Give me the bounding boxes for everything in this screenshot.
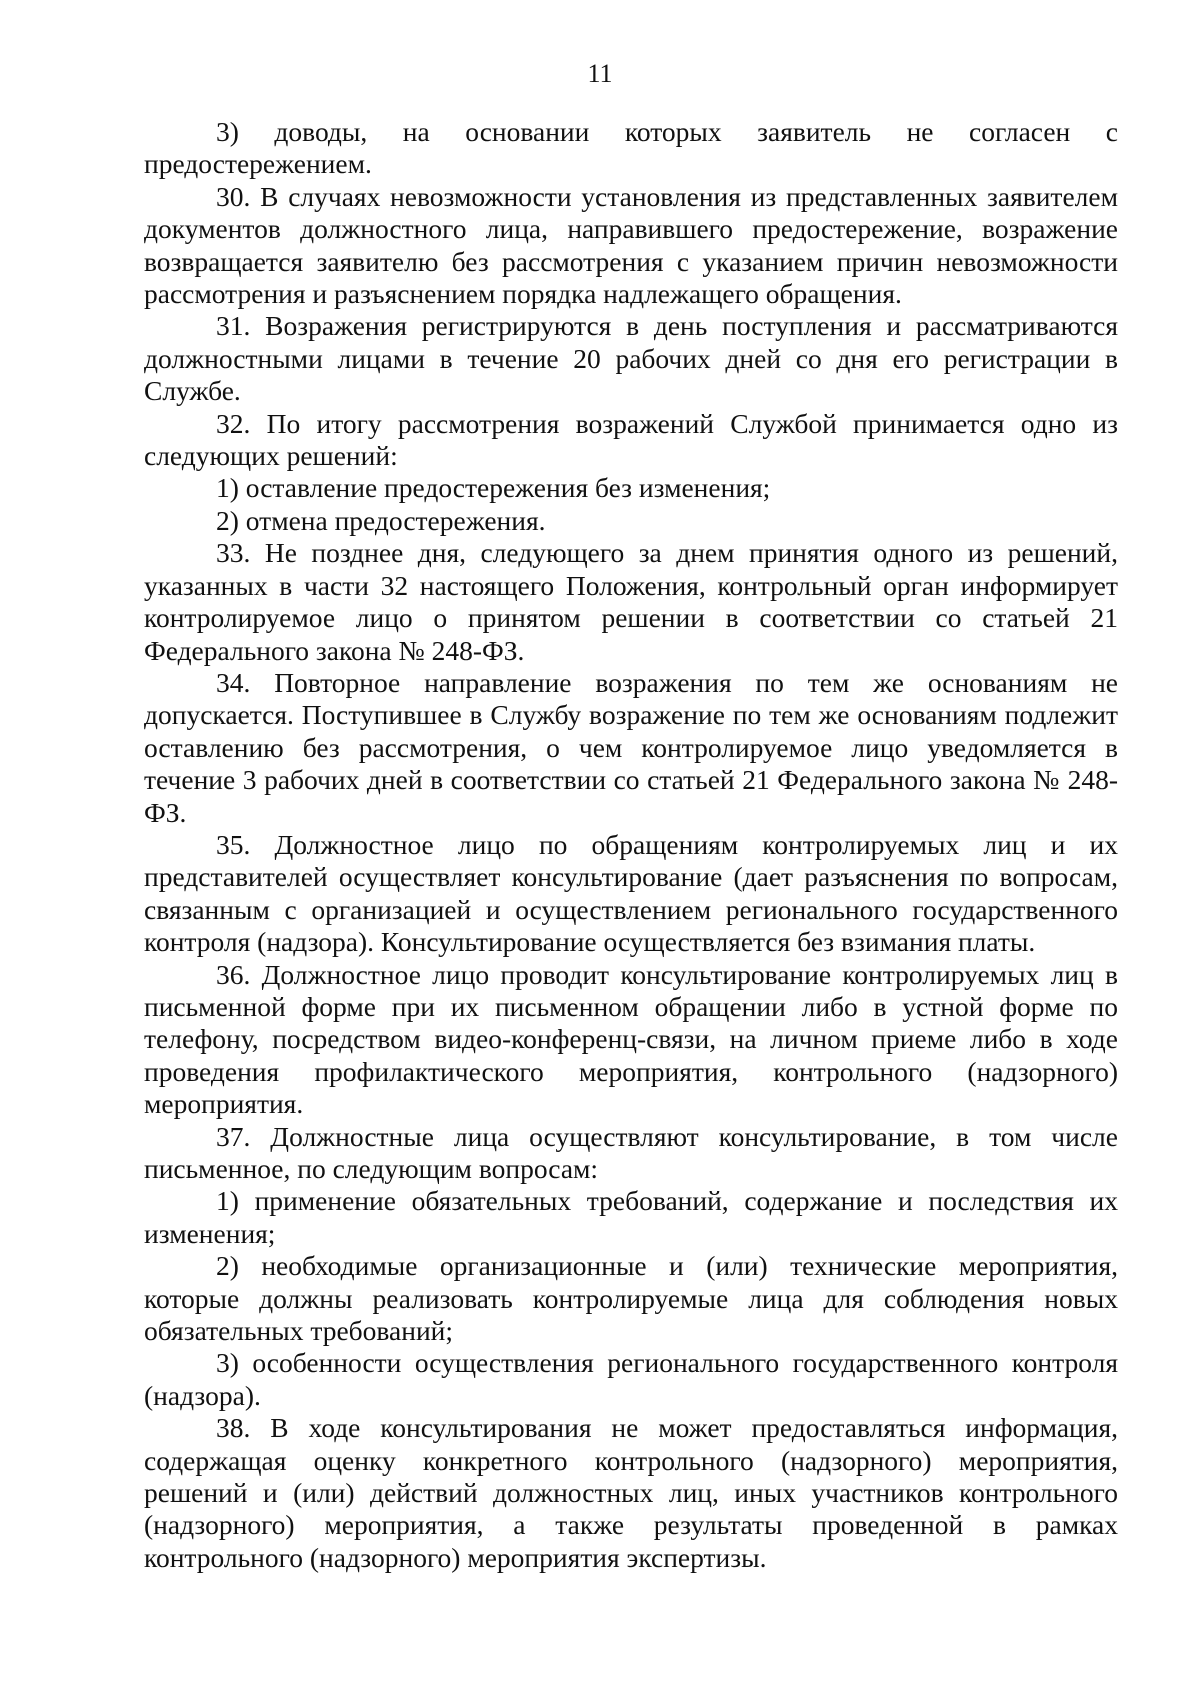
paragraph-32-item-1: 1) оставление предостережения без изменения;: [216, 472, 771, 504]
paragraph-30: 30. В случаях невозможности установления из представленных заявителем документов должностного лица, направившего предостережение, возражение возвращается заявителю без рассмотрения с указанием причин невозможности рассмотрения и разъяснением порядка надлежащего обращения.: [144, 180, 1118, 310]
paragraph-33: 33. Не позднее дня, следующего за днем принятия одного из решений, указанных в части 32 настоящего Положения, контрольный орган информирует контролируемое лицо о принятом решении в соответствии со статьей 21 Федерального закона № 248-ФЗ.: [144, 537, 1118, 666]
paragraph-34: 34. Повторное направление возражения по тем же основаниям не допускается. Поступившее в Службу возражение по тем же основаниям подлежит оставлению без рассмотрения, о чем контролируемое лицо уведомляется в течение 3 рабочих дней в соответствии со статьей 21 Федерального закона № 248-ФЗ.: [144, 666, 1118, 828]
document-body: [144, 116, 1118, 1574]
paragraph-35: 35. Должностное лицо по обращениям контролируемых лиц и их представителей осуществляет консультирование (дает разъяснения по вопросам, связанным с организацией и осуществлением регионального государственного контроля (надзора). Консультирование осуществляется без взимания платы.: [144, 828, 1118, 958]
paragraph-37: 37. Должностные лица осуществляют консультирование, в том числе письменное, по следующим вопросам:: [144, 1120, 1118, 1184]
paragraph-36: 36. Должностное лицо проводит консультирование контролируемых лиц в письменной форме при их письменном обращении либо в устной форме по телефону, посредством видео-конференц-связи, на личном приеме либо в ходе проведения профилактического мероприятия, контрольного (надзорного) мероприятия.: [144, 958, 1118, 1120]
paragraph-32-item-2: 2) отмена предостережения.: [216, 504, 546, 536]
paragraph-37-item-3: 3) особенности осуществления регионального государственного контроля (надзора).: [144, 1347, 1118, 1411]
paragraph-32: 32. По итогу рассмотрения возражений Службой принимается одно из следующих решений:: [144, 407, 1118, 472]
paragraph-37-item-2: 2) необходимые организационные и (или) технические мероприятия, которые должны реализовать контролируемые лица для соблюдения новых обязательных требований;: [144, 1250, 1118, 1347]
paragraph-38: 38. В ходе консультирования не может предоставляться информация, содержащая оценку конкретного контрольного (надзорного) мероприятия, решений и (или) действий должностных лиц, иных участников контрольного (надзорного) мероприятия, а также результаты проведенной в рамках контрольного (надзорного) мероприятия экспертизы.: [144, 1412, 1118, 1573]
page-number: 11: [587, 59, 613, 88]
paragraph-item-3-objection-arguments: 3) доводы, на основании которых заявитель не согласен с предостережением.: [144, 116, 1118, 180]
paragraph-37-item-1: 1) применение обязательных требований, содержание и последствия их изменения;: [144, 1185, 1118, 1249]
paragraph-31: 31. Возражения регистрируются в день поступления и рассматриваются должностными лицами в течение 20 рабочих дней со дня его регистрации в Службе.: [144, 310, 1118, 407]
